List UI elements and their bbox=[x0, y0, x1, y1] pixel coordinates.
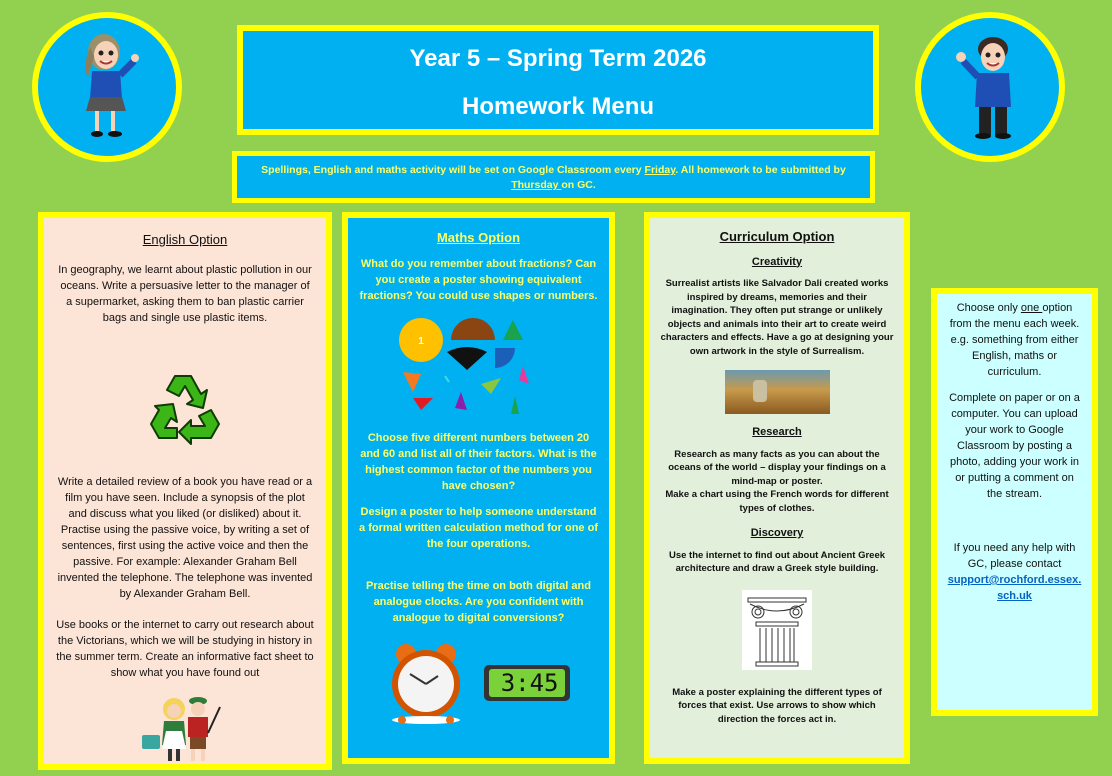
notice-day-due: Thursday bbox=[511, 179, 562, 191]
greek-column-icon bbox=[742, 590, 812, 670]
research-text-2: Make a chart using the French words for different types of clothes. bbox=[665, 489, 889, 514]
girl-mascot-badge bbox=[32, 12, 182, 162]
maths-heading: Maths Option bbox=[436, 230, 521, 245]
title-line-1: Year 5 – Spring Term 2026 bbox=[409, 45, 707, 72]
discovery-text-2: Make a poster explaining the different types of forces that exist. Use arrows to show which direction the forces act in. bbox=[672, 686, 882, 725]
page-title bbox=[237, 25, 879, 135]
title-line-2: Homework Menu bbox=[461, 93, 655, 120]
recycle-icon bbox=[145, 366, 225, 446]
surrealism-painting-image bbox=[725, 370, 830, 414]
boy-mascot-badge bbox=[915, 12, 1065, 162]
maths-task-1: What do you remember about fractions? Can you create a poster showing equivalent fractions? You could use shapes or numbers. bbox=[359, 258, 598, 302]
curriculum-heading: Curriculum Option bbox=[719, 229, 835, 244]
maths-task-2: Choose five different numbers between 20 and 60 and list all of their factors. What is the highest common factor of the numbers you have chosen? bbox=[360, 432, 597, 492]
girl-mascot-icon bbox=[62, 27, 152, 147]
curriculum-option-panel bbox=[644, 212, 910, 764]
support-email-link[interactable]: support@rochford.essex.sch.uk bbox=[947, 574, 1082, 602]
english-task-3: Use books or the internet to carry out research about the Victorians, which we will be studying in history in the summer term. Create an informative fact sheet to show what you have found out bbox=[56, 619, 314, 679]
homework-notice bbox=[232, 151, 875, 203]
fraction-pieces-image bbox=[399, 318, 559, 418]
english-heading: English Option bbox=[142, 232, 228, 247]
instructions-paragraph-2: Complete on paper or on a computer. You can upload your work to Google Classroom by posting a photo, adding your work in or putting a comment on the stream. bbox=[949, 392, 1080, 500]
instructions-paragraph-1 bbox=[937, 300, 1092, 380]
instructions-text-before: Choose only bbox=[956, 302, 1021, 314]
notice-text-after: on GC. bbox=[561, 179, 596, 191]
victorian-children-icon bbox=[140, 693, 230, 763]
notice-text-before: Spellings, English and maths activity will be set on Google Classroom every bbox=[261, 164, 645, 176]
digital-clock-time: 3:45 bbox=[489, 669, 565, 697]
instructions-emphasis: one bbox=[1020, 302, 1043, 314]
digital-clock bbox=[484, 665, 570, 701]
notice-day-set: Friday bbox=[644, 164, 676, 176]
instructions-text-after: option from the menu each week. e.g. something from either English, maths or curriculum. bbox=[949, 302, 1080, 378]
english-option-panel bbox=[38, 212, 332, 770]
discovery-heading: Discovery bbox=[750, 527, 804, 539]
instructions-paragraph-3: If you need any help with GC, please contact bbox=[953, 542, 1076, 570]
boy-mascot-icon bbox=[945, 27, 1035, 147]
fraction-whole-label: 1 bbox=[417, 336, 424, 347]
maths-option-panel bbox=[342, 212, 615, 764]
discovery-text-1: Use the internet to find out about Ancient Greek architecture and draw a Greek style building. bbox=[668, 549, 886, 574]
maths-task-4: Practise telling the time on both digital and analogue clocks. Are you confident with analogue to digital conversions? bbox=[366, 580, 591, 624]
english-task-1: In geography, we learnt about plastic pollution in our oceans. Write a persuasive letter to the manager of a supermarket, asking them to ban plastic carrier bags and single use plastic items. bbox=[58, 264, 312, 324]
creativity-heading: Creativity bbox=[751, 255, 803, 268]
notice-text-middle: . All homework to be submitted by bbox=[675, 164, 846, 176]
research-heading: Research bbox=[752, 426, 802, 438]
maths-task-3: Design a poster to help someone understand a formal written calculation method for one of the four operations. bbox=[359, 506, 598, 550]
instructions-panel bbox=[931, 288, 1098, 716]
research-text-1: Research as many facts as you can about the oceans of the world – display your findings on a mind-map or poster. bbox=[668, 448, 886, 487]
creativity-text: Surrealist artists like Salvador Dali created works inspired by dreams, memories and their imagination. They often put strange or unlikely objects and animals into their art to create weird characters and effects. Have a go at designing your own artwork in the style of Surrealism. bbox=[660, 278, 894, 357]
english-task-2: Write a detailed review of a book you have read or a film you have seen. Include a synopsis of the plot and discuss what you liked (or disliked) about it. Practise using the passive voice, by writing a set of sentences, first using the active voice and then the passive. For example: Alexander Graham Bell invented the telephone. The telephone was invented by Alexander Graham Bell. bbox=[57, 476, 313, 600]
analogue-clock-icon bbox=[388, 640, 464, 726]
